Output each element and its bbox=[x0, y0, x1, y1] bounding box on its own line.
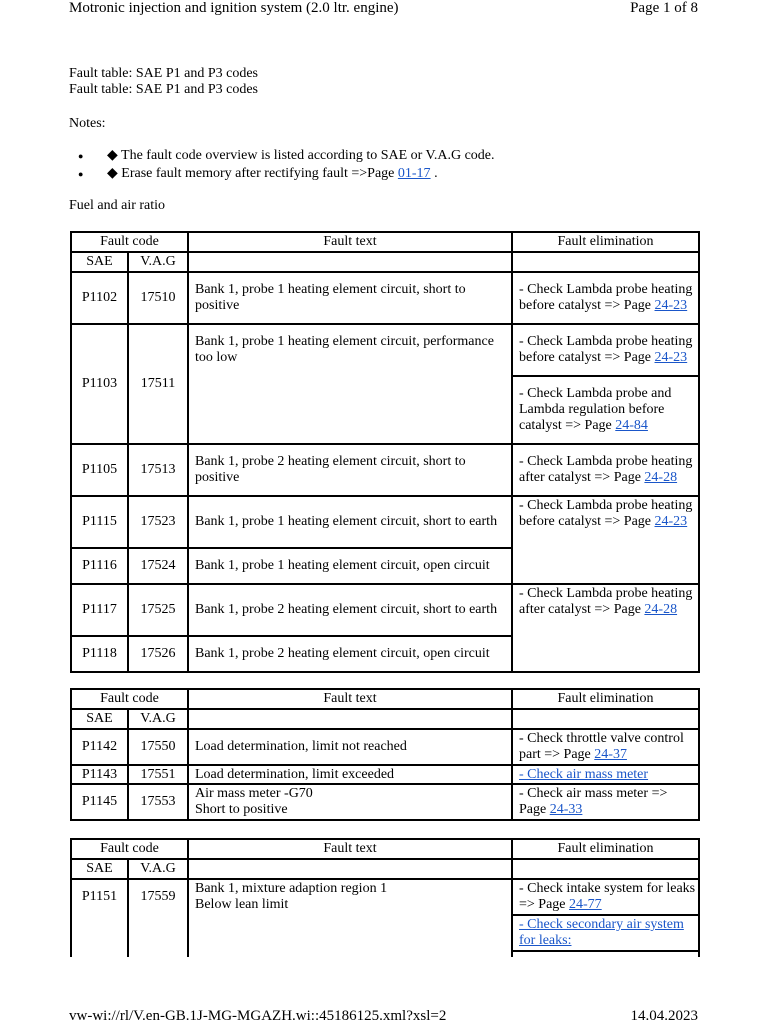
note-item: ● ◆ The fault code overview is listed according to SAE or V.A.G code. bbox=[93, 148, 709, 166]
table-row: P1143 17551 Load determination, limit exceeded - Check air mass meter bbox=[71, 765, 699, 784]
notes-list bbox=[69, 148, 709, 184]
col-header-vag: V.A.G bbox=[128, 252, 188, 272]
col-header-fault-text: Fault text bbox=[188, 839, 512, 859]
table-row: P1103 17511 Bank 1, probe 1 heating element circuit, performance too low - Check Lambda probe heating before catalyst => Page 24-23 bbox=[71, 324, 699, 376]
fault-elimination-cell: - Check Lambda probe heating before catalyst => Page 24-23 bbox=[512, 272, 699, 324]
page-link-24-28[interactable]: 24-28 bbox=[644, 602, 678, 617]
table-row: P1117 17525 Bank 1, probe 2 heating element circuit, short to earth - Check Lambda probe heating after catalyst => Page 24-28 bbox=[71, 584, 699, 636]
col-header-sae: SAE bbox=[71, 859, 128, 879]
note-item: ● ◆ Erase fault memory after rectifying fault =>Page 01-17 . bbox=[93, 166, 709, 184]
fault-elimination-cell: - Check Lambda probe and Lambda regulation before catalyst => Page 24-84 bbox=[512, 376, 699, 444]
col-header-sae: SAE bbox=[71, 252, 128, 272]
col-header-fault-elimination: Fault elimination bbox=[512, 689, 699, 709]
notes-section bbox=[69, 116, 709, 184]
table-row: P1145 17553 Air mass meter -G70 Short to positive - Check air mass meter => Page 24-33 bbox=[71, 784, 699, 820]
fault-elimination-cell: - Check Lambda probe heating before catalyst => Page 24-23 bbox=[512, 496, 699, 548]
page-link-24-37[interactable]: 24-37 bbox=[594, 747, 627, 762]
fault-elimination-cell: - Check Lambda probe heating after catalyst => Page 24-28 bbox=[512, 584, 699, 636]
heading-line: Fault table: SAE P1 and P3 codes bbox=[69, 82, 258, 97]
notes-label: Notes: bbox=[69, 116, 106, 131]
footer-url: vw-wi://rl/V.en-GB.1J-MG-MGAZH.wi::45186125.xml?xsl=2 bbox=[69, 1008, 447, 1024]
col-header-vag: V.A.G bbox=[128, 859, 188, 879]
footer-date: 14.04.2023 bbox=[630, 1008, 698, 1024]
col-header-fault-text: Fault text bbox=[188, 232, 512, 252]
col-header-sae: SAE bbox=[71, 709, 128, 729]
section-title: Fuel and air ratio bbox=[69, 198, 166, 213]
document-title: Motronic injection and ignition system (2.0 ltr. engine) bbox=[69, 0, 399, 16]
col-header-fault-code: Fault code bbox=[71, 689, 188, 709]
col-header-fault-elimination: Fault elimination bbox=[512, 839, 699, 859]
heading-line: Fault table: SAE P1 and P3 codes bbox=[69, 66, 258, 81]
page-number: Page 1 of 8 bbox=[630, 0, 698, 16]
fault-table-1 bbox=[70, 231, 700, 673]
table-row: P1115 17523 Bank 1, probe 1 heating element circuit, short to earth - Check Lambda probe heating before catalyst => Page 24-23 bbox=[71, 496, 699, 548]
fault-table-heading bbox=[69, 66, 258, 98]
table-row: P1105 17513 Bank 1, probe 2 heating element circuit, short to positive - Check Lambda probe heating after catalyst => Page 24-28 bbox=[71, 444, 699, 496]
col-header-fault-code: Fault code bbox=[71, 839, 188, 859]
col-header-vag: V.A.G bbox=[128, 709, 188, 729]
col-header-fault-code: Fault code bbox=[71, 232, 188, 252]
page-link-24-28[interactable]: 24-28 bbox=[644, 470, 678, 485]
check-air-mass-meter-link[interactable]: - Check air mass meter bbox=[519, 766, 649, 782]
fault-elimination-cell: - Check air mass meter => Page 24-33 bbox=[512, 784, 699, 820]
page-link-24-77[interactable]: 24-77 bbox=[569, 897, 602, 912]
page-link-24-23[interactable]: 24-23 bbox=[654, 350, 688, 365]
page-link-01-17[interactable]: 01-17 bbox=[397, 166, 431, 181]
table-row: P1151 17559 Bank 1, mixture adaption region 1 Below lean limit - Check intake system for leaks => Page 24-77 bbox=[71, 879, 699, 915]
table-row: P1116 17524 Bank 1, probe 1 heating element circuit, open circuit bbox=[71, 548, 699, 584]
table-row: P1102 17510 Bank 1, probe 1 heating element circuit, short to positive - Check Lambda probe heating before catalyst => Page 24-23 bbox=[71, 272, 699, 324]
fault-elimination-cell: - Check Lambda probe heating before catalyst => Page 24-23 bbox=[512, 324, 699, 376]
fault-elimination-cell bbox=[512, 915, 699, 951]
fault-table-3 bbox=[70, 838, 700, 957]
col-header-fault-elimination: Fault elimination bbox=[512, 232, 699, 252]
table-row: P1142 17550 Load determination, limit not reached - Check throttle valve control part => Page 24-37 bbox=[71, 729, 699, 765]
fault-elimination-cell bbox=[512, 765, 699, 784]
page-link-24-84[interactable]: 24-84 bbox=[615, 418, 648, 433]
fault-elimination-cell: - Check intake system for leaks => Page 24-77 bbox=[512, 879, 699, 915]
fault-table-2 bbox=[70, 688, 700, 821]
col-header-fault-text: Fault text bbox=[188, 689, 512, 709]
fault-elimination-cell: - Check Lambda probe heating after catalyst => Page 24-28 bbox=[512, 444, 699, 496]
page-link-24-23[interactable]: 24-23 bbox=[654, 514, 688, 529]
page-link-24-23[interactable]: 24-23 bbox=[654, 298, 688, 313]
fault-elimination-cell: - Check throttle valve control part => Page 24-37 bbox=[512, 729, 699, 765]
check-secondary-air-link[interactable]: - Check secondary air system for leaks: bbox=[519, 917, 684, 948]
page-link-24-33[interactable]: 24-33 bbox=[549, 802, 583, 817]
table-row: P1118 17526 Bank 1, probe 2 heating element circuit, open circuit bbox=[71, 636, 699, 672]
